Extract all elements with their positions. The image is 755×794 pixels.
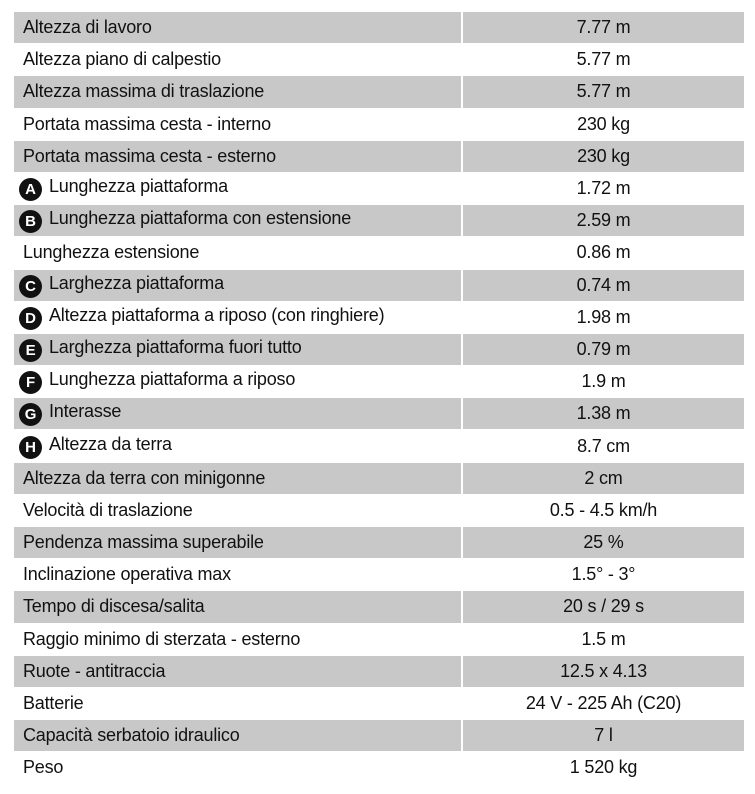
spec-label: Pendenza massima superabile [23, 532, 264, 553]
spec-label-cell [14, 44, 462, 76]
spec-label: Portata massima cesta - esterno [23, 145, 276, 166]
spec-label: Altezza di lavoro [23, 17, 152, 38]
spec-label-cell [14, 623, 462, 655]
spec-label: Altezza piattaforma a riposo (con ringhiere) [49, 304, 385, 325]
spec-value: 24 V - 225 Ah (C20) [462, 687, 744, 719]
dimension-letter-badge-icon: A [19, 178, 42, 201]
table-row [14, 591, 744, 623]
table-row [14, 44, 744, 76]
table-row [14, 527, 744, 559]
spec-label-cell [14, 591, 462, 623]
spec-value: 5.77 m [462, 76, 744, 108]
spec-label: Lunghezza estensione [23, 242, 200, 263]
table-row [14, 366, 744, 398]
spec-label-cell [14, 527, 462, 559]
spec-value: 5.77 m [462, 44, 744, 76]
table-row [14, 12, 744, 44]
spec-label: Capacità serbatoio idraulico [23, 725, 240, 746]
spec-label: Batterie [23, 693, 84, 714]
spec-value: 230 kg [462, 108, 744, 140]
dimension-letter-badge-icon: E [19, 339, 42, 362]
spec-label-cell [14, 76, 462, 108]
spec-value: 230 kg [462, 140, 744, 172]
spec-value: 2.59 m [462, 205, 744, 237]
spec-value: 20 s / 29 s [462, 591, 744, 623]
spec-label: Ruote - antitraccia [23, 660, 166, 681]
table-row [14, 140, 744, 172]
spec-label: Lunghezza piattaforma [49, 176, 228, 197]
table-row [14, 720, 744, 752]
spec-label-cell [14, 237, 462, 269]
table-row [14, 462, 744, 494]
table-row [14, 172, 744, 204]
spec-label-cell [14, 559, 462, 591]
spec-label-cell [14, 494, 462, 526]
spec-label-cell [14, 462, 462, 494]
spec-value: 1.38 m [462, 398, 744, 430]
spec-value: 25 % [462, 527, 744, 559]
spec-label-cell [14, 205, 462, 237]
spec-value: 0.74 m [462, 269, 744, 301]
spec-label: Altezza piano di calpestio [23, 49, 221, 70]
spec-value: 1.72 m [462, 172, 744, 204]
spec-label: Larghezza piattaforma [49, 272, 224, 293]
spec-value: 7.77 m [462, 12, 744, 44]
spec-label: Lunghezza piattaforma con estensione [49, 208, 352, 229]
spec-value: 0.79 m [462, 333, 744, 365]
spec-label-cell [14, 366, 462, 398]
spec-value: 0.5 - 4.5 km/h [462, 494, 744, 526]
spec-label-cell [14, 752, 462, 784]
spec-label-cell [14, 687, 462, 719]
spec-value: 1.98 m [462, 301, 744, 333]
spec-label: Inclinazione operativa max [23, 564, 231, 585]
spec-value: 0.86 m [462, 237, 744, 269]
spec-label: Raggio minimo di sterzata - esterno [23, 628, 301, 649]
table-row [14, 205, 744, 237]
table-row [14, 430, 744, 462]
spec-label: Altezza da terra [49, 433, 172, 454]
dimension-letter-badge-icon: B [19, 210, 42, 233]
table-row [14, 494, 744, 526]
spec-label: Peso [23, 757, 64, 778]
table-row [14, 333, 744, 365]
spec-label-cell [14, 301, 462, 333]
spec-value: 1.9 m [462, 366, 744, 398]
spec-label: Interasse [49, 401, 122, 422]
spec-label-cell [14, 333, 462, 365]
spec-label: Tempo di discesa/salita [23, 596, 205, 617]
table-row [14, 398, 744, 430]
spec-label: Lunghezza piattaforma a riposo [49, 369, 296, 390]
dimension-letter-badge-icon: H [19, 436, 42, 459]
spec-label: Portata massima cesta - interno [23, 113, 271, 134]
table-row [14, 108, 744, 140]
table-row [14, 687, 744, 719]
spec-label-cell [14, 398, 462, 430]
spec-label-cell [14, 172, 462, 204]
dimension-letter-badge-icon: D [19, 307, 42, 330]
spec-table-body [14, 12, 744, 784]
spec-label-cell [14, 140, 462, 172]
table-row [14, 655, 744, 687]
table-row [14, 623, 744, 655]
table-row [14, 301, 744, 333]
spec-label: Altezza massima di traslazione [23, 81, 265, 102]
spec-label-cell [14, 12, 462, 44]
spec-label-cell [14, 108, 462, 140]
table-row [14, 559, 744, 591]
spec-label-cell [14, 655, 462, 687]
spec-value: 1 520 kg [462, 752, 744, 784]
spec-label: Larghezza piattaforma fuori tutto [49, 336, 302, 357]
dimension-letter-badge-icon: F [19, 371, 42, 394]
spec-label: Altezza da terra con minigonne [23, 467, 266, 488]
spec-value: 12.5 x 4.13 [462, 655, 744, 687]
spec-label-cell [14, 720, 462, 752]
spec-value: 8.7 cm [462, 430, 744, 462]
spec-value: 7 l [462, 720, 744, 752]
table-row [14, 237, 744, 269]
spec-value: 1.5° - 3° [462, 559, 744, 591]
spec-value: 2 cm [462, 462, 744, 494]
table-row [14, 269, 744, 301]
spec-label-cell [14, 269, 462, 301]
spec-table [14, 12, 744, 784]
table-row [14, 76, 744, 108]
spec-label: Velocità di traslazione [23, 499, 193, 520]
dimension-letter-badge-icon: C [19, 275, 42, 298]
table-row [14, 752, 744, 784]
spec-label-cell [14, 430, 462, 462]
dimension-letter-badge-icon: G [19, 403, 42, 426]
spec-value: 1.5 m [462, 623, 744, 655]
